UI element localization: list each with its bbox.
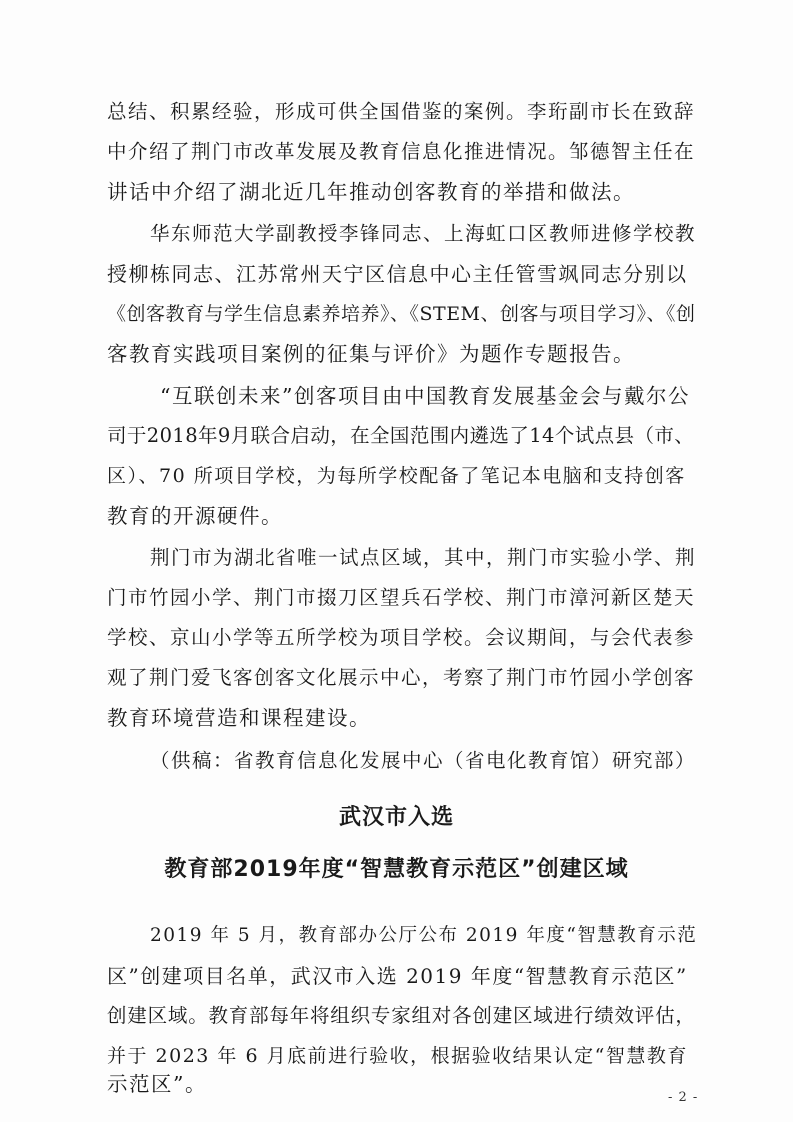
paragraph1-line-2: 中介绍了荆门市改革发展及教育信息化推进情况。邹德智主任在 bbox=[107, 140, 696, 163]
article2-line-4: 并于 2023 年 6 月底前进行验收，根据验收结果认定“智慧教育 bbox=[107, 1045, 688, 1067]
article2-line-2: 区”创建项目名单，武汉市入选 2019 年度“智慧教育示范区” bbox=[107, 964, 688, 988]
paragraph4-line-5: 教育环境营造和课程建设。 bbox=[107, 706, 371, 730]
paragraph4-line-3: 学校、京山小学等五所学校为项目学校。会议期间，与会代表参 bbox=[107, 626, 696, 649]
article2-line-3: 创建区域。教育部每年将组织专家组对各创建区域进行绩效评估， bbox=[107, 1004, 696, 1027]
article2-line-5: 示范区”。 bbox=[107, 1072, 207, 1096]
paragraph3-line-2: 司于2018年9月联合启动，在全国范围内遴选了14个试点县（市、 bbox=[107, 424, 695, 447]
paragraph3-line-3: 区）、70 所项目学校，为每所学校配备了笔记本电脑和支持创客 bbox=[107, 465, 686, 487]
paragraph3-line-4: 教育的开源硬件。 bbox=[107, 504, 283, 528]
paragraph4-line-2: 门市竹园小学、荆门市掇刀区望兵石学校、荆门市漳河新区楚天 bbox=[107, 586, 696, 609]
paragraph2-line-1: 华东师范大学副教授李锋同志、上海虹口区教师进修学校教 bbox=[150, 222, 697, 245]
paragraph4-line-4: 观了荆门爱飞客创客文化展示中心，考察了荆门市竹园小学创客 bbox=[107, 666, 696, 689]
paragraph1-line-3: 讲话中介绍了湖北近几年推动创客教育的举措和做法。 bbox=[107, 180, 635, 204]
page-number: - 2 - bbox=[668, 1090, 699, 1105]
paragraph2-line-3: 《创客教育与学生信息素养培养》、《STEM、创客与项目学习》、《创 bbox=[107, 303, 696, 325]
source-credit: （供稿：省教育信息化发展中心（省电化教育馆）研究部） bbox=[150, 749, 697, 772]
paragraph4-line-1: 荆门市为湖北省唯一试点区域，其中，荆门市实验小学、荆 bbox=[150, 546, 697, 569]
paragraph1-line-1: 总结、积累经验，形成可供全国借鉴的案例。李珩副市长在致辞 bbox=[107, 100, 696, 123]
article-title-line-2: 教育部2019年度“智慧教育示范区”创建区域 bbox=[164, 857, 629, 882]
paragraph2-line-2: 授柳栋同志、江苏常州天宁区信息中心主任管雪飒同志分别以 bbox=[107, 262, 688, 286]
article2-line-1: 2019 年 5 月，教育部办公厅公布 2019 年度“智慧教育示范 bbox=[150, 925, 698, 946]
paragraph3-line-1: “互联创未来”创客项目由中国教育发展基金会与戴尔公 bbox=[160, 384, 690, 408]
paragraph2-line-4: 客教育实践项目案例的征集与评价》为题作专题报告。 bbox=[107, 342, 635, 366]
article-title-line-1: 武汉市入选 bbox=[338, 805, 454, 830]
